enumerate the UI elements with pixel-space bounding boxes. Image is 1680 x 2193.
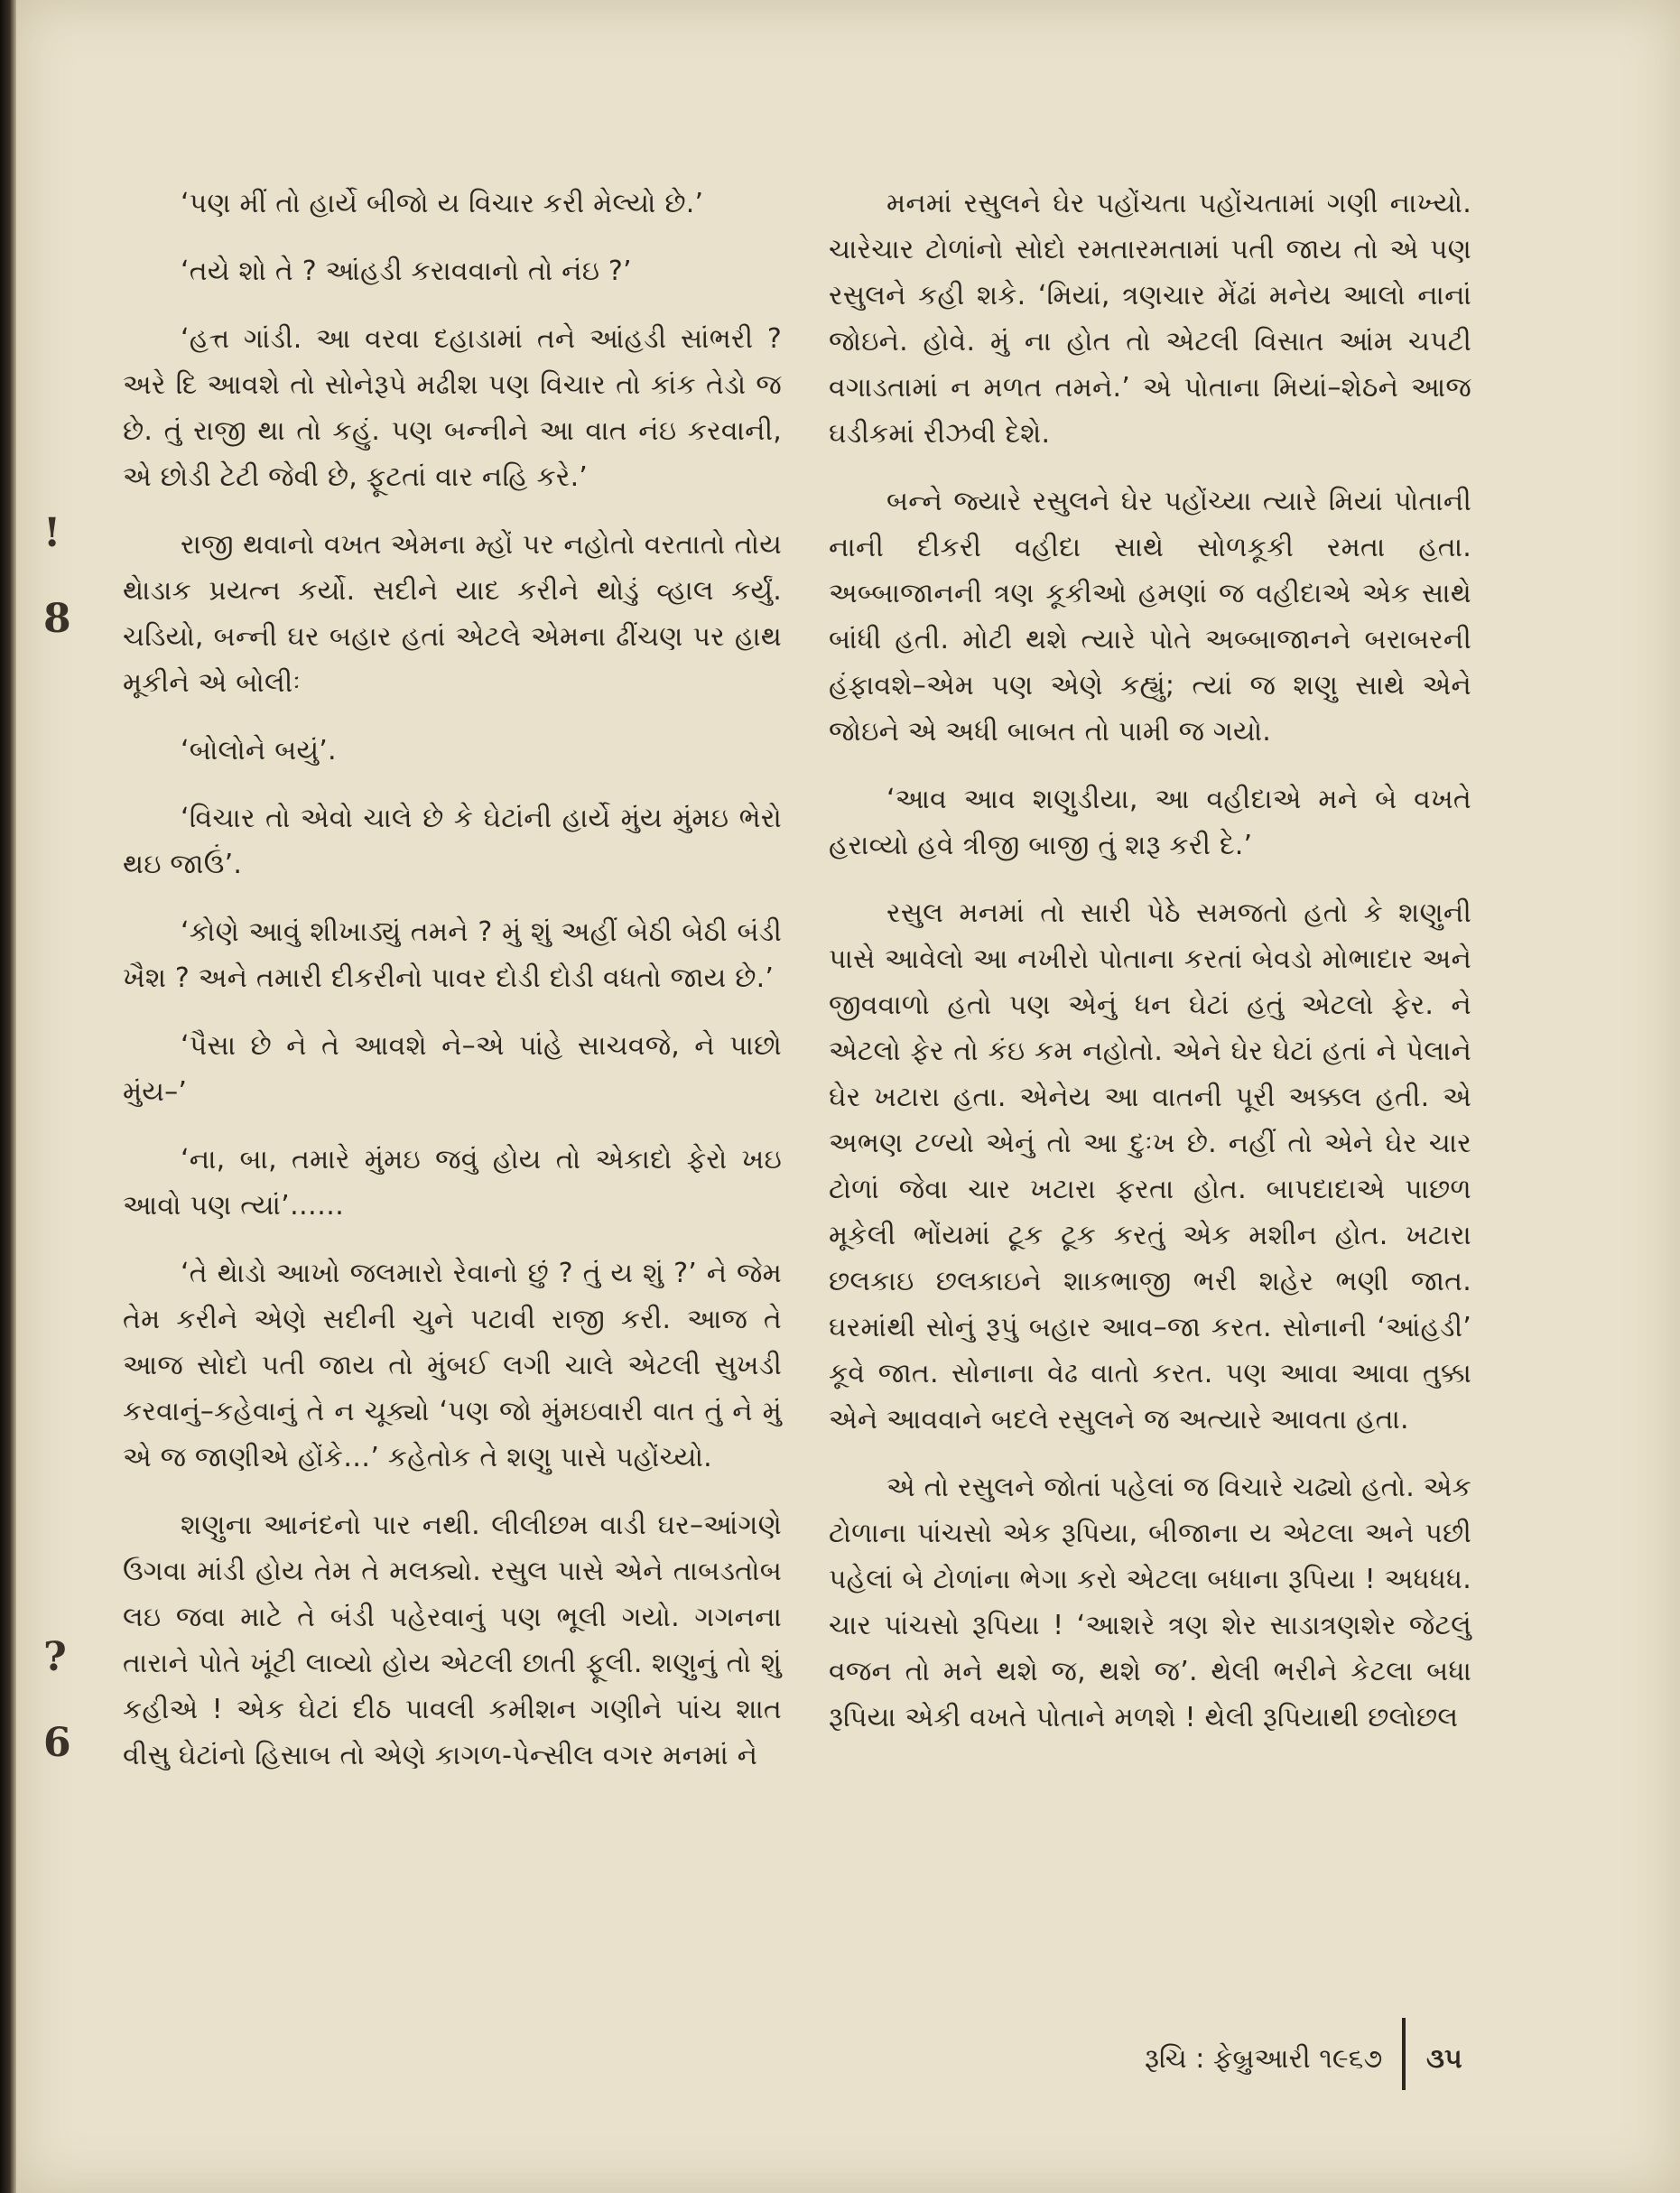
- right-column: [829, 181, 1471, 1762]
- paragraph: ‘વિચાર તો એવો ચાલે છે કે ઘેટાંની હાર્યે મુંય મુંમઇ ભેરો થઇ જાઉં’.: [123, 803, 782, 880]
- margin-mark: ?: [43, 1634, 67, 1680]
- paragraph: ‘કોણે આવું શીખાડ્યું તમને ? મું શું અહીં બેઠી બેઠી બંડી ખૈશ ? અને તમારી દીકરીનો પાવર દોડી દોડી વધતો જાય છે.’: [123, 916, 782, 994]
- margin-mark: 8: [43, 596, 71, 642]
- paragraph: ‘ના, બા, તમારે મુંમઇ જવું હોય તો એકાદો ફેરો ખઇ આવો પણ ત્યાં’……: [123, 1144, 782, 1222]
- paragraph: ‘પણ મીં તો હાર્યે બીજો ય વિચાર કરી મેલ્યો છે.’: [181, 188, 704, 219]
- paragraph: મનમાં રસુલને ઘેર પહોંચતા પહોંચતામાં ગણી નાખ્યો. ચારેચાર ટોળાંનો સોદો રમતારમતામાં પતી જાય તો એ પણ રસુલને કહી શકે. ‘મિયાં, ત્રણચાર મેંઢાં મનેય આલો નાનાં જોઇને. હોવે. મું ના હોત તો એટલી વિસાત આંમ ચપટી વગાડતામાં ન મળત તમને.’ એ પોતાના મિયાં–શેઠને આજ ઘડીકમાં રીઝવી દેશે.: [829, 188, 1471, 450]
- paragraph: ‘હત્ત ગાંડી. આ વરવા દહાડામાં તને આંહડી સાંભરી ? અરે દિ આવશે તો સોનેરૂપે મઢીશ પણ વિચાર તો કાંક તેડો જ છે. તું રાજી થા તો કહું. પણ બન્નીને આ વાત નંઇ કરવાની, એ છોડી ટેટી જેવી છે, ફૂટતાં વાર નહિ કરે.’: [123, 323, 782, 493]
- paragraph: રાજી થવાનો વખત એમના મ્હોં પર નહોતો વરતાતો તોય થેાડાક પ્રયત્ન કર્યો. સદીને યાદ કરીને થોડું વ્હાલ કર્યું. ચડિયો, બન્ની ઘર બહાર હતાં એટલે એમના ઢીંચણ પર હાથ મૂકીને એ બોલીઃ: [123, 529, 782, 699]
- page-number: ૩૫: [1426, 2043, 1462, 2075]
- paragraph: ‘તે થેાડો આખો જલમારો રેવાનો છું ? તું ય શું ?’ ને જેમ તેમ કરીને એણે સદીની ચુને પટાવી રાજી કરી. આજ તે આજ સોદો પતી જાય તો મુંબઈ લગી ચાલે એટલી સુખડી કરવાનું–કહેવાનું તે ન ચૂક્યો ‘પણ જો મુંમઇવારી વાત તું ને મું એ જ જાણીએ હોંકે…’ કહેતોક તે શણુ પાસે પહોંચ્યો.: [123, 1258, 782, 1473]
- paragraph: ‘આવ આવ શણુડીયા, આ વહીદાએ મને બે વખતે હરાવ્યો હવે ત્રીજી બાજી તું શરૂ કરી દે.’: [829, 784, 1471, 861]
- footer-title: રૂચિ : ફેબ્રુઆરી ૧૯૬૭: [1145, 2043, 1383, 2075]
- paragraph: બન્ને જ્યારે રસુલને ઘેર પહોંચ્યા ત્યારે મિયાં પોતાની નાની દીકરી વહીદા સાથે સોળકૂકી રમતા હતા. અબ્બાજાનની ત્રણ કૂકીઓ હમણાં જ વહીદાએ એક સાથે બાંધી હતી. મોટી થશે ત્યારે પોતે અબ્બાજાનને બરાબરની હંફાવશે–એમ પણ એણે કહ્યું; ત્યાં જ શણુ સાથે એને જોઇને એ અધી બાબત તો પામી જ ગયો.: [829, 486, 1471, 748]
- left-column: [123, 181, 782, 1800]
- margin-mark: !: [43, 510, 61, 556]
- paragraph: શણુના આનંદનો પાર નથી. લીલીછમ વાડી ઘર–આંગણે ઉગવા માંડી હોય તેમ તે મલક્યો. રસુલ પાસે એને તાબડતોબ લઇ જવા માટે તે બંડી પહેરવાનું પણ ભૂલી ગયો. ગગનના તારાને પોતે ખૂંટી લાવ્યો હોય એટલી છાતી ફૂલી. શણુનું તો શું કહીએ ! એક ઘેટાં દીઠ પાવલી કમીશન ગણીને પાંચ શાત વીસુ ઘેટાંનો હિસાબ તો એણે કાગળ-પેન્સીલ વગર મનમાં ને: [123, 1510, 782, 1771]
- paragraph: રસુલ મનમાં તો સારી પેઠે સમજતો હતો કે શણુની પાસે આવેલો આ નખીરો પોતાના કરતાં બેવડો મોભાદાર અને જીવવાળો હતો પણ એનું ધન ઘેટાં હતું એટલો ફેર. ને એટલો ફેર તો કંઇ કમ નહોતો. એને ઘેર ઘેટાં હતાં ને પેલાને ઘેર ખટારા હતા. એનેય આ વાતની પૂરી અક્કલ હતી. એ અભણ ટળ્યો એનું તો આ દુઃખ છે. નહીં તો એને ઘેર ચાર ટોળાં જેવા ચાર ખટારા ફરતા હોત. બાપદાદાએ પાછળ મૂકેલી ભોંયમાં ટૂક ટૂક કરતું એક મશીન હોત. ખટારા છલકાઇ છલકાઇને શાકભાજી ભરી શહેર ભણી જાત. ઘરમાંથી સોનું રૂપું બહાર આવ–જા કરત. સોનાની ‘આંહડી’ કૂવે જાત. સોનાના વેઢ વાતો કરત. પણ આવા આવા તુક્કા એને આવવાને બદલે રસુલને જ અત્યારે આવતા હતા.: [829, 897, 1471, 1436]
- footer-divider: [1402, 2018, 1406, 2090]
- paragraph: એ તો રસુલને જોતાં પહેલાં જ વિચારે ચઢ્યો હતો. એક ટોળાના પાંચસો એક રૂપિયા, બીજાના ય એટલા અને પછી પહેલાં બે ટોળાંના ભેગા કરો એટલા બધાના રૂપિયા ! અધધધ. ચાર પાંચસો રૂપિયા ! ‘આશરે ત્રણ શેર સાડાત્રણશેર જેટલું વજન તો મને થશે જ, થશે જ’. થેલી ભરીને કેટલા બધા રૂપિયા એકી વખતે પોતાને મળશે ! થેલી રૂપિયાથી છલોછલ: [829, 1472, 1471, 1733]
- magazine-page: [16, 0, 1680, 2193]
- page-edge: [0, 0, 16, 2193]
- margin-mark: 6: [43, 1720, 71, 1766]
- paragraph: ‘બોલોને બયું’.: [181, 735, 337, 767]
- paragraph: ‘તયે શો તે ? આંહડી કરાવવાનો તો નંઇ ?’: [181, 256, 632, 287]
- paragraph: ‘પૈસા છે ને તે આવશે ને–એ પાંહે સાચવજે, ને પાછો મુંય–’: [123, 1030, 782, 1108]
